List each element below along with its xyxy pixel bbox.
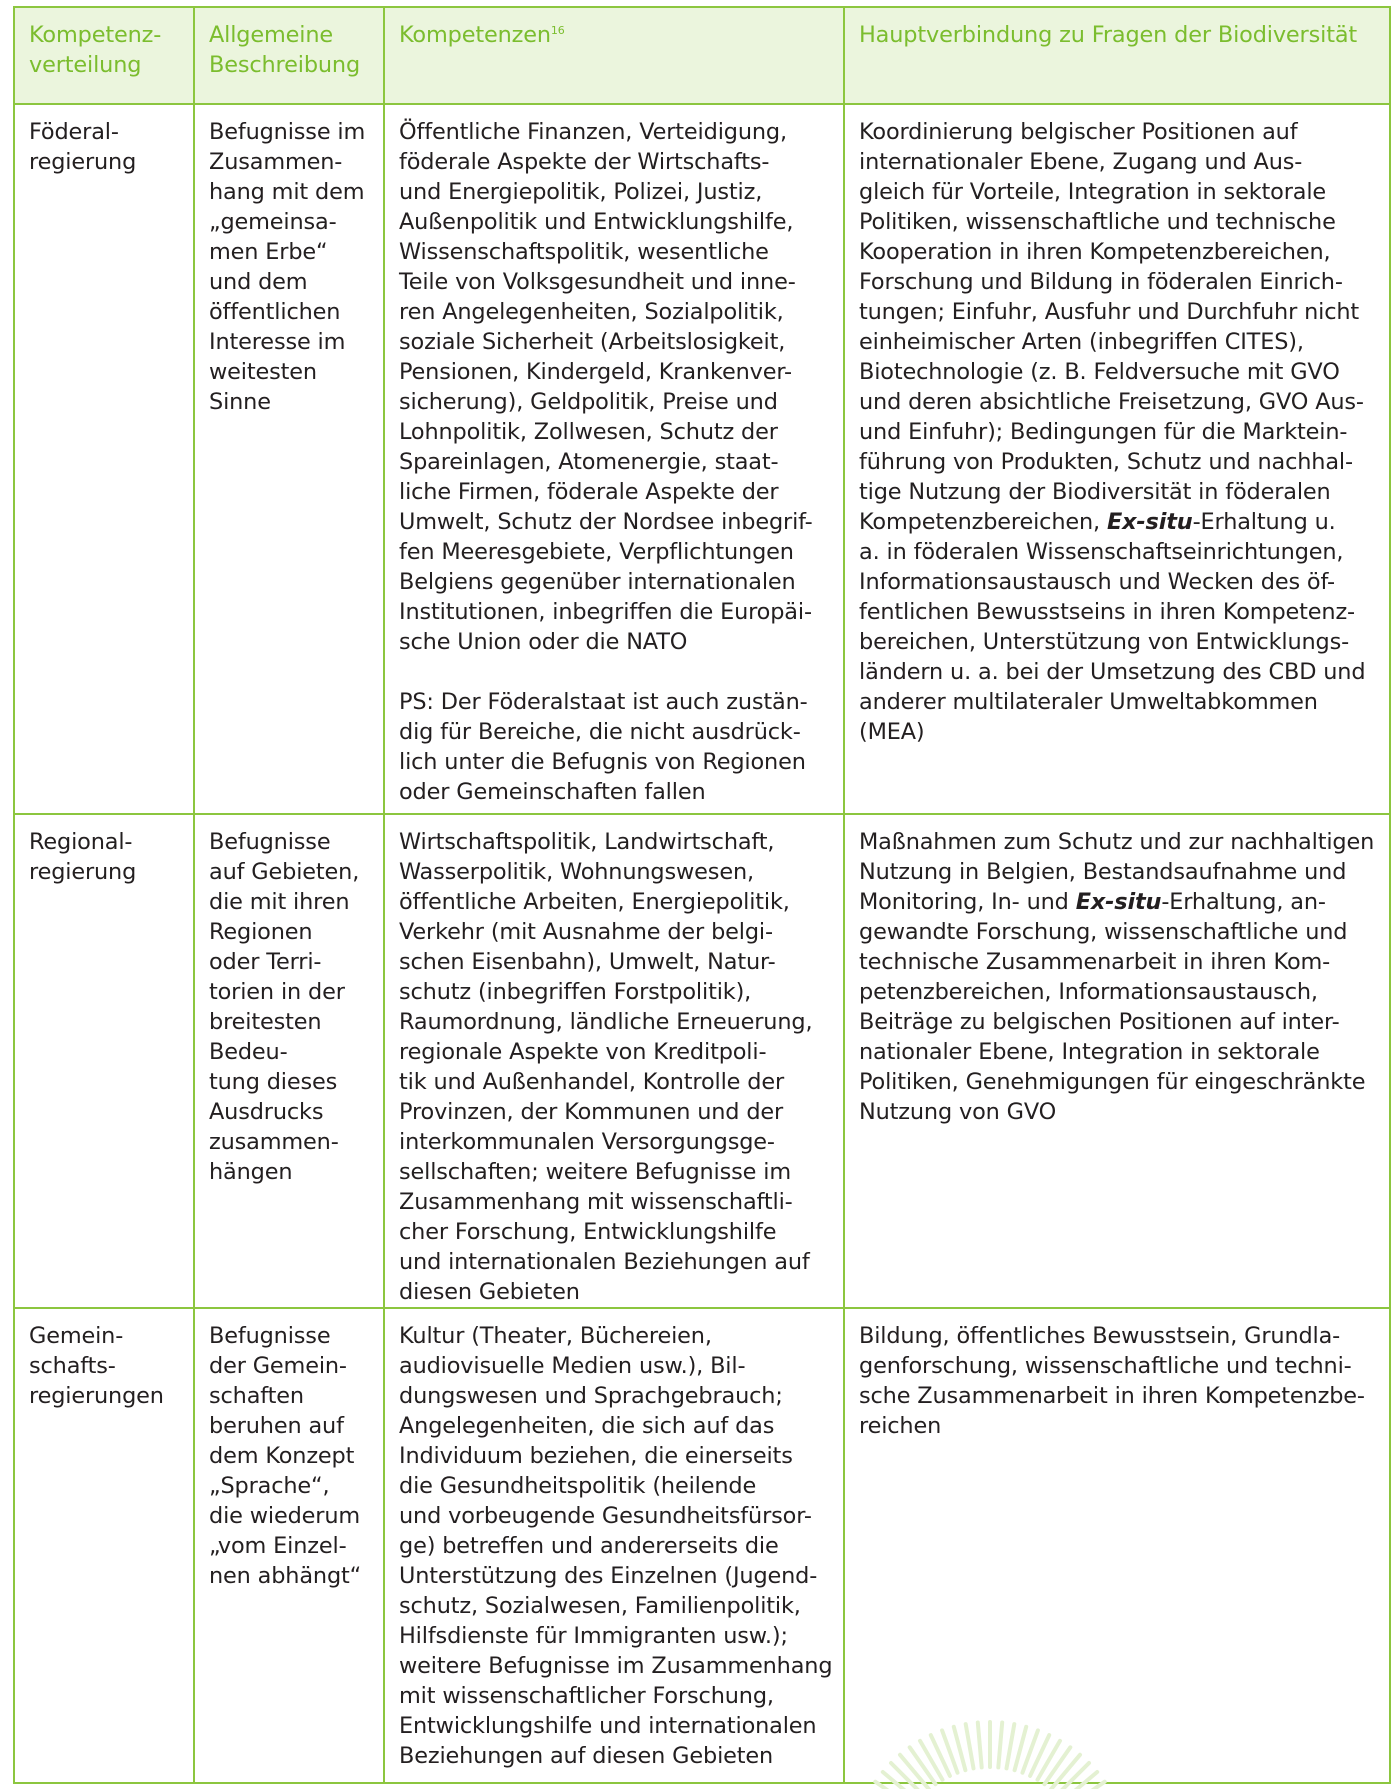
text-line: fentlichen Bewusstseins in ihren Kompetenz-: [859, 599, 1355, 625]
text-line: nationaler Ebene, Integration in sektorale: [859, 1039, 1320, 1065]
competences-note: [399, 687, 831, 807]
header-row: [14, 7, 1390, 104]
sunburst-ray: [1007, 1724, 1015, 1768]
text-line: Biotechnologie (z. B. Feldversuche mit GVO: [859, 359, 1340, 385]
text-line: Bildung, öffentliches Bewusstsein, Grundla-: [859, 1323, 1341, 1349]
competence-table: [13, 6, 1391, 1784]
description-cell: [194, 1308, 384, 1783]
text-line: tung dieses: [209, 1069, 338, 1095]
text-line: a. in föderalen Wissenschaftseinrichtungen,: [859, 539, 1344, 565]
text-line: und deren absichtliche Freisetzung, GVO Aus-: [859, 389, 1364, 415]
text-line: Regionen: [209, 919, 313, 945]
footnote-marker: 16: [550, 24, 565, 37]
text-line: Kultur (Theater, Büchereien,: [399, 1323, 712, 1349]
text-line: fen Meeresgebiete, Verpflichtungen: [399, 539, 794, 565]
text-line: und vorbeugende Gesundheitsfürsor-: [399, 1503, 812, 1529]
text-line: Monitoring, In- und Ex-situ-Erhaltung, an-: [859, 889, 1326, 915]
text-line: schaften: [209, 1383, 304, 1409]
header-biodiversity-link: Hauptverbindung zu Fragen der Biodiversität: [844, 7, 1390, 104]
text-line: föderale Aspekte der Wirtschafts-: [399, 149, 770, 175]
text-line: bereichen, Unterstützung von Entwicklungs-: [859, 629, 1350, 655]
text-line: Kooperation in ihren Kompetenzbereichen,: [859, 239, 1331, 265]
text-line: torien in der: [209, 979, 345, 1005]
text-line: interkommunalen Versorgungsge-: [399, 1129, 775, 1155]
text-line: cher Forschung, Entwicklungshilfe: [399, 1219, 777, 1245]
text-line: schafts-: [29, 1353, 116, 1379]
text-line: mit wissenschaftlicher Forschung,: [399, 1683, 774, 1709]
text-line: tik und Außenhandel, Kontrolle der: [399, 1069, 784, 1095]
text-line: internationaler Ebene, Zugang und Aus-: [859, 149, 1303, 175]
text-line: soziale Sicherheit (Arbeitslosigkeit,: [399, 329, 786, 355]
text-line: oder Gemeinschaften fallen: [399, 779, 706, 805]
text-line: tige Nutzung der Biodiversität in föderalen: [859, 479, 1331, 505]
text-line: genforschung, wissenschaftliche und techni-: [859, 1353, 1352, 1379]
text-line: PS: Der Föderalstaat ist auch zustän-: [399, 689, 808, 715]
text-line: sche Union oder die NATO: [399, 629, 688, 655]
text-line: Befugnisse: [209, 1323, 331, 1349]
sunburst-ray: [978, 1723, 982, 1768]
text-line: öffentliche Arbeiten, Energiepolitik,: [399, 889, 790, 915]
text-line: tungen; Einfuhr, Ausfuhr und Durchfuhr nicht: [859, 299, 1360, 325]
text-line: öffentlichen: [209, 299, 341, 325]
text-line: Politiken, Genehmigungen für eingeschränkte: [859, 1069, 1366, 1095]
sunburst-icon: [860, 1712, 1120, 1789]
text-line: Wissenschaftspolitik, wesentliche: [399, 239, 769, 265]
text-line: „gemeinsa-: [209, 209, 337, 235]
text-line: Politiken, wissenschaftliche und technische: [859, 209, 1336, 235]
text-line: Provinzen, der Kommunen und der: [399, 1099, 784, 1125]
text-line: Zusammenhang mit wissenschaftli-: [399, 1189, 793, 1215]
text-line: Kompetenzbereichen, Ex-situ-Erhaltung u.: [859, 509, 1336, 535]
text-line: sche Zusammenarbeit in ihren Kompetenzbe-: [859, 1383, 1365, 1409]
text-line: Beziehungen auf diesen Gebieten: [399, 1743, 774, 1769]
text-line: ländern u. a. bei der Umsetzung des CBD und: [859, 659, 1366, 685]
row-label: [14, 1308, 194, 1783]
text-line: „vom Einzel-: [209, 1533, 347, 1559]
sunburst-ray: [998, 1723, 1002, 1768]
biodiversity-cell: [844, 814, 1390, 1308]
text-line: audiovisuelle Medien usw.), Bil-: [399, 1353, 746, 1379]
text-line: schutz (inbegriffen Forstpolitik),: [399, 979, 752, 1005]
text-line: Außenpolitik und Entwicklungshilfe,: [399, 209, 794, 235]
text-line: Wasserpolitik, Wohnungswesen,: [399, 859, 754, 885]
text-line: Bedeu-: [209, 1039, 288, 1065]
text-line: Lohnpolitik, Zollwesen, Schutz der: [399, 419, 778, 445]
description-cell: [194, 814, 384, 1308]
text-line: Koordinierung belgischer Positionen auf: [859, 119, 1298, 145]
text-line: ren Angelegenheiten, Sozialpolitik,: [399, 299, 784, 325]
text-line: sellschaften; weitere Befugnisse im: [399, 1159, 791, 1185]
text-line: Interesse im: [209, 329, 346, 355]
text-line: Spareinlagen, Atomenergie, staat-: [399, 449, 779, 475]
text-line: dem Konzept: [209, 1443, 355, 1469]
text-line: die wiederum: [209, 1503, 361, 1529]
competences-cell: [384, 814, 844, 1308]
text-line: regierung: [29, 859, 137, 885]
text-line: Öffentliche Finanzen, Verteidigung,: [399, 119, 787, 145]
text-line: Belgiens gegenüber internationalen: [399, 569, 796, 595]
text-line: regionale Aspekte von Kreditpoli-: [399, 1039, 767, 1065]
sunburst-ray: [1038, 1741, 1061, 1780]
text-line: Angelegenheiten, die sich auf das: [399, 1413, 775, 1439]
sunburst-ray: [920, 1741, 943, 1780]
text-line: Hilfsdienste für Immigranten usw.);: [399, 1623, 788, 1649]
competences-cell: [384, 1308, 844, 1783]
text-line: oder Terri-: [209, 949, 322, 975]
row-label: [14, 814, 194, 1308]
text-line: Institutionen, inbegriffen die Europäi-: [399, 599, 812, 625]
text-line: hängen: [209, 1159, 293, 1185]
text-line: Zusammen-: [209, 149, 343, 175]
emphasis-ex-situ: Ex-situ: [1075, 889, 1162, 915]
table-row: [14, 1308, 1390, 1783]
biodiversity-cell: [844, 104, 1390, 814]
table-row: [14, 814, 1390, 1308]
text-line: Beiträge zu belgischen Positionen auf inter-: [859, 1009, 1340, 1035]
text-line: Wirtschaftspolitik, Landwirtschaft,: [399, 829, 775, 855]
text-line: und dem: [209, 269, 308, 295]
text-line: Befugnisse: [209, 829, 331, 855]
text-line: „Sprache“,: [209, 1473, 330, 1499]
header-general-description: Allgemeine Beschreibung: [194, 7, 384, 104]
text-line: nen abhängt“: [209, 1563, 362, 1589]
header-competence-distribution: Kompetenz- verteilung: [14, 7, 194, 104]
text-line: petenzbereichen, Informationsaustausch,: [859, 979, 1318, 1005]
text-line: Sinne: [209, 389, 271, 415]
description-cell: [194, 104, 384, 814]
text-line: diesen Gebieten: [399, 1279, 580, 1305]
text-line: gewandte Forschung, wissenschaftliche und: [859, 919, 1348, 945]
text-line: auf Gebieten,: [209, 859, 360, 885]
text-line: technische Zusammenarbeit in ihren Kom-: [859, 949, 1331, 975]
text-line: sicherung), Geldpolitik, Preise und: [399, 389, 778, 415]
text-line: schen Eisenbahn), Umwelt, Natur-: [399, 949, 776, 975]
sunburst-ray: [966, 1724, 974, 1768]
text-line: dig für Bereiche, die nicht ausdrück-: [399, 719, 801, 745]
text-line: der Gemein-: [209, 1353, 347, 1379]
text-line: Nutzung von GVO: [859, 1099, 1057, 1125]
text-line: Pensionen, Kindergeld, Krankenver-: [399, 359, 792, 385]
emphasis-ex-situ: Ex-situ: [1106, 509, 1193, 535]
text-line: Forschung und Bildung in föderalen Einrich-: [859, 269, 1343, 295]
text-line: Entwicklungshilfe und internationalen: [399, 1713, 817, 1739]
text-line: Umwelt, Schutz der Nordsee inbegrif-: [399, 509, 813, 535]
text-line: ge) betreffen und andererseits die: [399, 1533, 779, 1559]
text-line: anderer multilateraler Umweltabkommen: [859, 689, 1318, 715]
text-line: reichen: [859, 1413, 942, 1439]
text-line: Befugnisse im: [209, 119, 366, 145]
text-line: Unterstützung des Einzelnen (Jugend-: [399, 1563, 818, 1589]
table-row: [14, 104, 1390, 814]
text-line: breitesten: [209, 1009, 322, 1035]
text-line: Maßnahmen zum Schutz und zur nachhaltigen: [859, 829, 1375, 855]
header-competences-label: Kompetenzen: [399, 22, 551, 48]
competences-cell: [384, 104, 844, 814]
text-line: Nutzung in Belgien, Bestandsaufnahme und: [859, 859, 1347, 885]
text-line: dungswesen und Sprachgebrauch;: [399, 1383, 783, 1409]
text-line: führung von Produkten, Schutz und nachhal-: [859, 449, 1353, 475]
text-line: die mit ihren: [209, 889, 350, 915]
text-line: weitere Befugnisse im Zusammenhang: [399, 1653, 833, 1679]
text-line: und Einfuhr); Bedingungen für die Marktein-: [859, 419, 1348, 445]
text-line: regierungen: [29, 1383, 164, 1409]
text-line: lich unter die Befugnis von Regionen: [399, 749, 806, 775]
text-line: liche Firmen, föderale Aspekte der: [399, 479, 779, 505]
text-line: und internationalen Beziehungen auf: [399, 1249, 810, 1275]
text-line: hang mit dem: [209, 179, 365, 205]
text-line: Gemein-: [29, 1323, 124, 1349]
text-line: Ausdrucks: [209, 1099, 324, 1125]
text-line: gleich für Vorteile, Integration in sektorale: [859, 179, 1327, 205]
text-line: Föderal-: [29, 119, 119, 145]
header-competences: [384, 7, 844, 104]
text-line: beruhen auf: [209, 1413, 344, 1439]
text-line: weitesten: [209, 359, 317, 385]
text-line: (MEA): [859, 719, 925, 745]
text-line: regierung: [29, 149, 137, 175]
text-line: einheimischer Arten (inbegriffen CITES),: [859, 329, 1304, 355]
text-line: die Gesundheitspolitik (heilende: [399, 1473, 757, 1499]
text-line: Teile von Volksgesundheit und inne-: [399, 269, 796, 295]
text-line: und Energiepolitik, Polizei, Justiz,: [399, 179, 763, 205]
text-line: Verkehr (mit Ausnahme der belgi-: [399, 919, 773, 945]
text-line: Regional-: [29, 829, 133, 855]
text-line: zusammen-: [209, 1129, 339, 1155]
text-line: Individuum beziehen, die einerseits: [399, 1443, 793, 1469]
text-line: schutz, Sozialwesen, Familienpolitik,: [399, 1593, 801, 1619]
row-label: [14, 104, 194, 814]
text-line: Informationsaustausch und Wecken des öf-: [859, 569, 1335, 595]
text-line: Raumordnung, ländliche Erneuerung,: [399, 1009, 813, 1035]
text-line: men Erbe“: [209, 239, 328, 265]
